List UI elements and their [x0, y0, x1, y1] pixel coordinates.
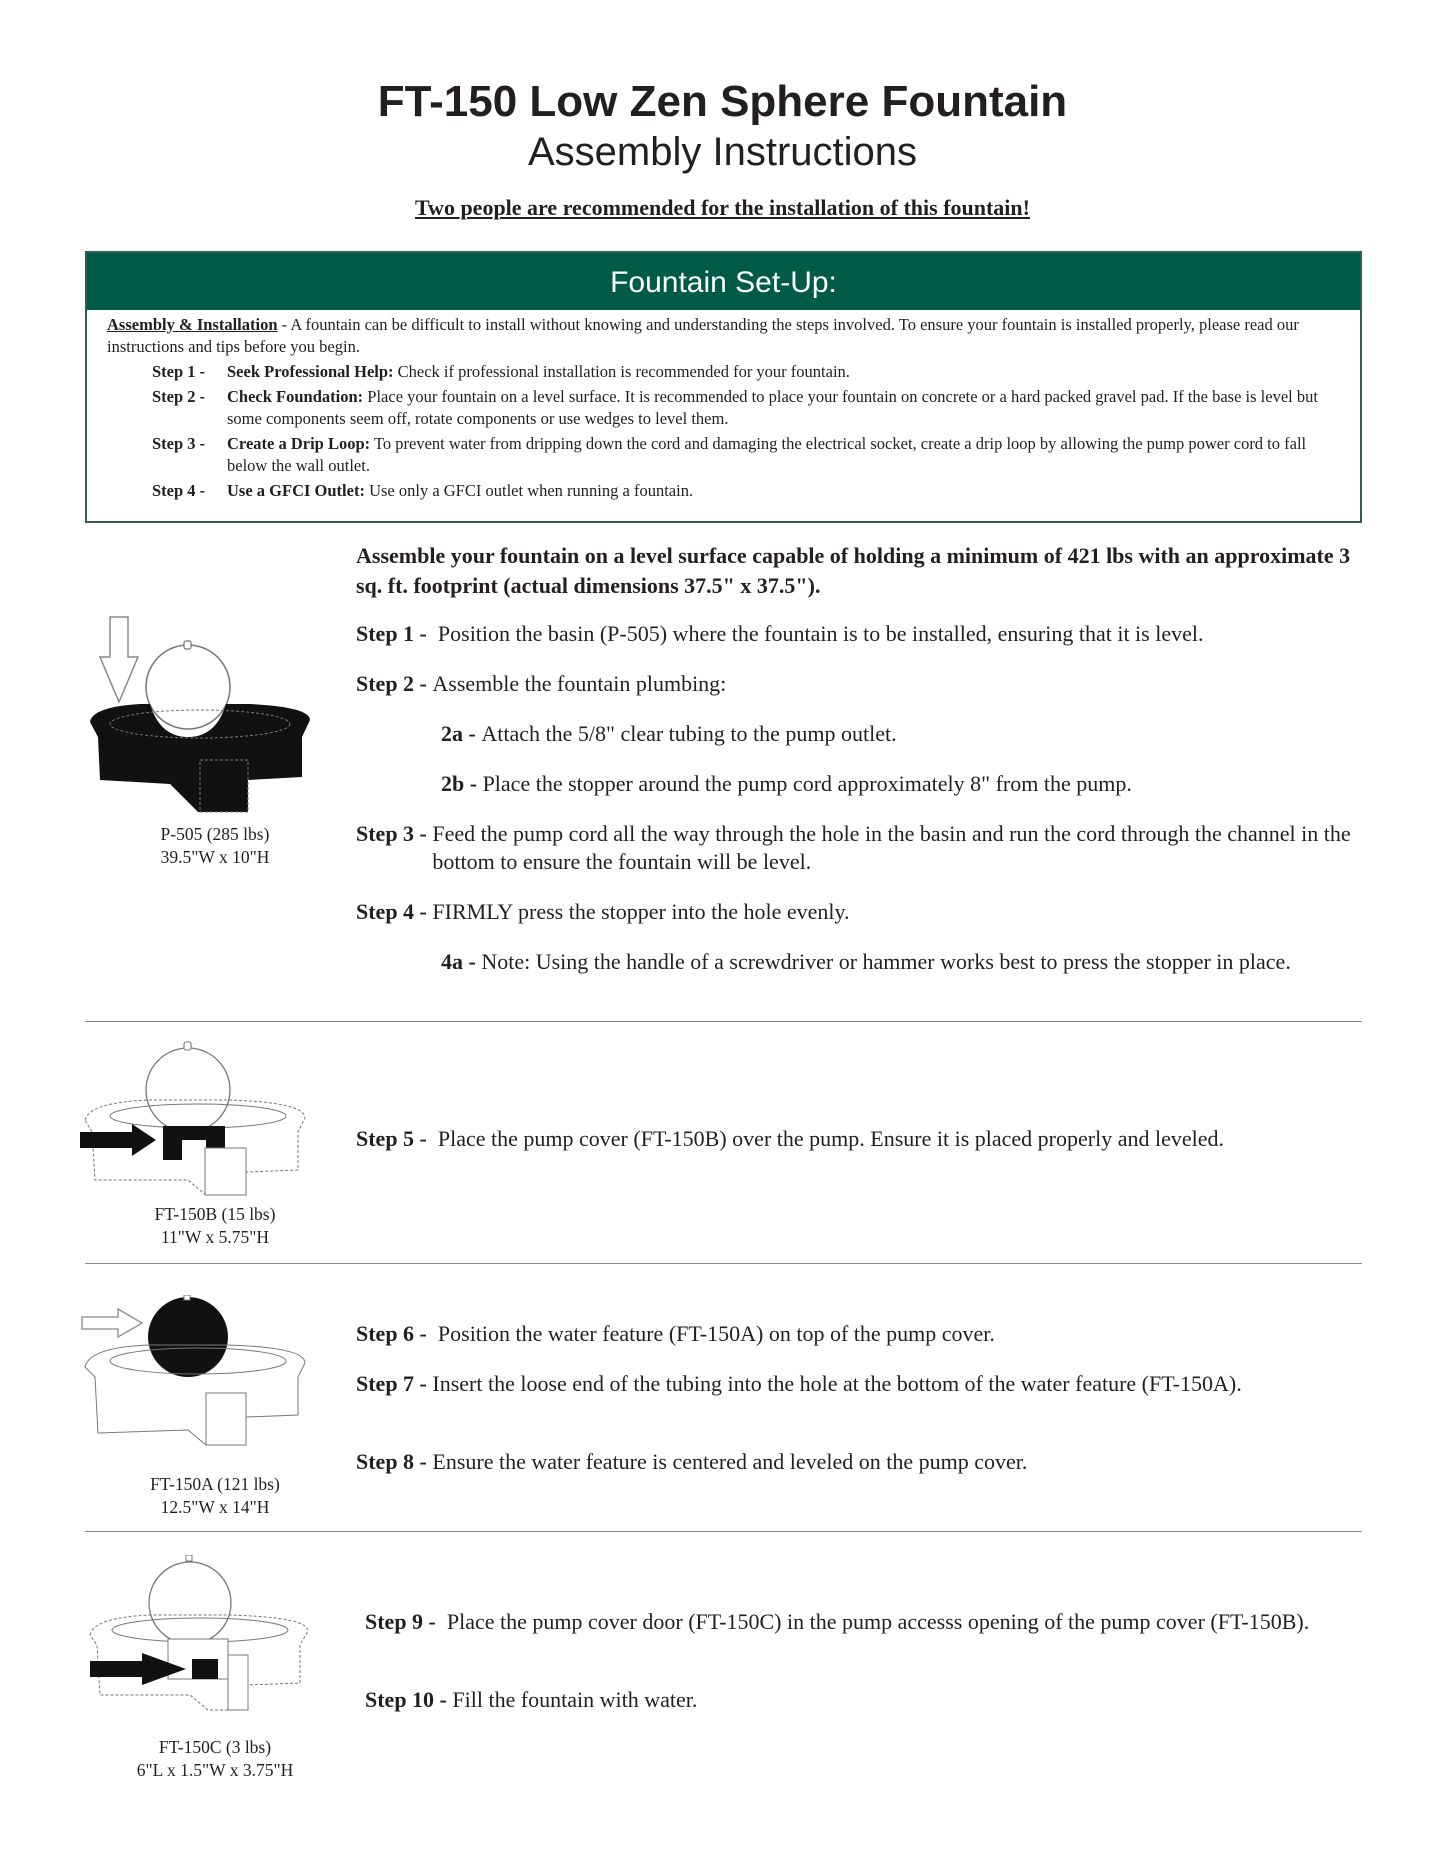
assembly-step-2	[356, 670, 1366, 698]
step-number: Step 2 -	[356, 671, 433, 696]
sphere-illustration	[80, 1295, 340, 1465]
part-caption-ft150b	[85, 1203, 345, 1249]
assembly-step-6	[356, 1320, 1366, 1348]
part-name: FT-150A (121 lbs)	[150, 1474, 280, 1494]
step-text: Ensure the water feature is centered and leveled on the pump cover.	[432, 1449, 1028, 1474]
setup-step-text: Place your fountain on a level surface. It is recommended to place your fountain on concrete or a hard packed gravel pad. If the base is level but some components seem off, rotate components or use wedges to level them.	[227, 387, 1318, 428]
intro-label: Assembly & Installation	[107, 315, 278, 334]
setup-step-title: Use a GFCI Outlet:	[227, 481, 365, 500]
step-number: Step 9 -	[365, 1609, 447, 1634]
setup-step-text: Check if professional installation is recommended for your fountain.	[393, 362, 850, 381]
document-subtitle: Assembly Instructions	[527, 130, 918, 174]
part-name: FT-150B (15 lbs)	[154, 1204, 276, 1224]
section-divider	[85, 1531, 1362, 1532]
step-number: Step 5 -	[356, 1126, 438, 1151]
setup-step-title: Seek Professional Help:	[227, 362, 394, 381]
setup-step-title: Check Foundation:	[227, 387, 364, 406]
assembly-step-3	[356, 820, 1366, 876]
step-text: Feed the pump cord all the way through the hole in the basin and run the cord through the channel in the bottom to ensure the fountain will be level.	[432, 821, 1351, 874]
step-number: Step 8 -	[356, 1449, 433, 1474]
substep-text: Attach the 5/8" clear tubing to the pump outlet.	[481, 721, 897, 746]
setup-step	[107, 386, 1340, 430]
step-number: Step 6 -	[356, 1321, 438, 1346]
setup-step	[107, 361, 1340, 383]
right-arrow-icon	[82, 1309, 142, 1337]
setup-step-number: Step 2 -	[152, 387, 210, 406]
setup-step-title: Create a Drip Loop:	[227, 434, 371, 453]
step-number: Step 3 -	[356, 821, 433, 846]
setup-heading: Fountain Set-Up:	[87, 253, 1360, 310]
step-text: Insert the loose end of the tubing into the hole at the bottom of the water feature (FT-150A).	[432, 1371, 1242, 1396]
step-text: Assemble the fountain plumbing:	[432, 671, 727, 696]
two-people-warning: Two people are recommended for the installation of this fountain!	[415, 195, 1030, 220]
substep-number: 2a -	[441, 721, 482, 746]
setup-step-text: Use only a GFCI outlet when running a fountain.	[364, 481, 694, 500]
setup-body	[87, 310, 1360, 502]
assembly-step-9	[365, 1608, 1375, 1636]
step-text: Place the pump cover (FT-150B) over the pump. Ensure it is placed properly and leveled.	[437, 1126, 1224, 1151]
assembly-step-2a	[441, 720, 1366, 748]
lead-paragraph: Assemble your fountain on a level surface capable of holding a minimum of 421 lbs with an approximate 3 sq. ft. footprint (actual dimensions 37.5" x 37.5").	[356, 543, 1351, 598]
setup-intro	[107, 314, 1340, 358]
basin-illustration	[80, 612, 340, 822]
setup-step-number: Step 4 -	[152, 481, 210, 500]
assembly-step-1	[356, 620, 1366, 648]
part-dimensions: 6"L x 1.5"W x 3.75"H	[136, 1760, 294, 1780]
substep-number: 2b -	[441, 771, 483, 796]
assembly-step-8	[356, 1448, 1366, 1476]
section-divider	[85, 1021, 1362, 1022]
pump-cover-door-illustration	[80, 1555, 340, 1720]
down-arrow-icon	[100, 617, 138, 702]
assembly-step-4a	[441, 948, 1366, 976]
setup-step	[107, 433, 1340, 477]
pump-cover-illustration	[80, 1040, 340, 1200]
intro-text: - A fountain can be difficult to install without knowing and understanding the steps involved. To ensure your fountain is installed properly, please read our instructions and tips before you begin.	[107, 315, 1299, 356]
part-dimensions: 11"W x 5.75"H	[160, 1227, 270, 1247]
step-text: Position the basin (P-505) where the fountain is to be installed, ensuring that it is level.	[437, 621, 1204, 646]
assembly-step-10	[365, 1686, 1375, 1714]
part-caption-ft150a	[85, 1473, 345, 1519]
step-number: Step 4 -	[356, 899, 433, 924]
setup-step-text: To prevent water from dripping down the cord and damaging the electrical socket, create a drip loop by allowing the pump power cord to fall below the wall outlet.	[227, 434, 1307, 475]
setup-step	[107, 480, 1340, 502]
substep-text: Place the stopper around the pump cord approximately 8" from the pump.	[482, 771, 1132, 796]
assembly-step-4	[356, 898, 1366, 926]
setup-step-number: Step 1 -	[152, 362, 210, 381]
step-number: Step 10 -	[365, 1687, 453, 1712]
assembly-step-7	[356, 1370, 1366, 1398]
part-caption-ft150c	[85, 1736, 345, 1782]
sphere-shape	[146, 645, 230, 729]
section-divider	[85, 1263, 1362, 1264]
step-number: Step 7 -	[356, 1371, 433, 1396]
assembly-step-5	[356, 1125, 1366, 1153]
document-title: FT-150 Low Zen Sphere Fountain	[377, 77, 1068, 126]
fountain-setup-box	[85, 251, 1362, 523]
substep-number: 4a -	[441, 949, 482, 974]
part-dimensions: 39.5"W x 10"H	[160, 847, 270, 867]
setup-step-number: Step 3 -	[152, 434, 210, 453]
part-name: P-505 (285 lbs)	[160, 824, 270, 844]
step-text: Position the water feature (FT-150A) on top of the pump cover.	[437, 1321, 995, 1346]
step-text: Fill the fountain with water.	[452, 1687, 698, 1712]
assembly-step-2b	[441, 770, 1366, 798]
step-number: Step 1 -	[356, 621, 438, 646]
right-arrow-icon	[80, 1124, 156, 1156]
part-caption-p505	[85, 823, 345, 869]
part-name: FT-150C (3 lbs)	[158, 1737, 272, 1757]
substep-text: Note: Using the handle of a screwdriver or hammer works best to press the stopper in place.	[481, 949, 1291, 974]
step-text: FIRMLY press the stopper into the hole evenly.	[432, 899, 850, 924]
part-dimensions: 12.5"W x 14"H	[160, 1497, 270, 1517]
step-text: Place the pump cover door (FT-150C) in the pump accesss opening of the pump cover (FT-150B).	[446, 1609, 1310, 1634]
